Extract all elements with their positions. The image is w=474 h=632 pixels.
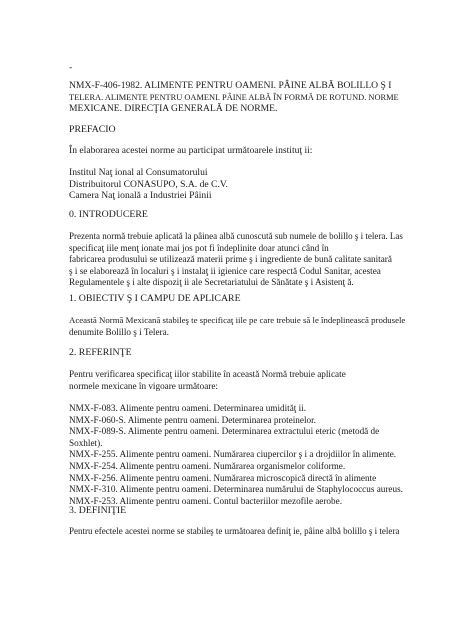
preface-intro: În elaborarea acestei norme au participat următoarele instituţ ii: — [69, 145, 313, 156]
paragraph-line: specificaţ iile menţ ionate mai jos pot fi îndeplinite doar atunci când în — [69, 242, 329, 253]
paragraph-line: Regulamentele ş i alte dispoziţ ii ale Secretariatului de Sănătate ş i Asistenţ ă. — [69, 277, 354, 288]
institution-list — [69, 167, 405, 202]
title-line: TELERA. ALIMENTE PENTRU OAMENI. PÂINE ALBĂ ÎN FORMĂ DE ROTUND. NORME — [69, 92, 399, 102]
reference-item: Soxhlet). — [69, 437, 103, 448]
section-1-body — [69, 315, 405, 338]
reference-item: NMX-F-256. Alimente pentru oameni. Numărarea microscopică directă în alimente — [69, 472, 377, 483]
section-3-heading: 3. DEFINIŢIE — [69, 505, 127, 516]
paragraph-line: fabricarea produsului se utilizează materii prime ş i ingrediente de bună calitate sanitară — [69, 254, 392, 265]
paragraph-line: Pentru verificarea specificaţ iilor stabilite în această Normă trebuie aplicate — [69, 369, 346, 379]
title-line: MEXICANE. DIRECŢIA GENERALĂ DE NORME. — [69, 103, 278, 115]
page-mark: - — [69, 62, 73, 73]
reference-item: NMX-F-255. Alimente pentru oameni. Numărarea ciupercilor ş i a drojdiilor în alimente. — [69, 449, 397, 460]
paragraph-line: Pentru efectele acestei norme se stabileş te următoarea definiţ ie, pâine albă bolillo ş i telera — [69, 526, 400, 536]
section-3-body — [69, 526, 405, 538]
section-1-heading: 1. OBIECTIV Ş I CAMPU DE APLICARE — [69, 293, 241, 304]
institution-item: Camera Naţ ională a Industriei Pâinii — [69, 190, 212, 202]
institution-item: Institul Naţ ional al Consumatorului — [69, 167, 208, 178]
preface-heading: PREFACIO — [69, 124, 116, 135]
document-title — [69, 80, 405, 115]
section-2-heading: 2. REFERINŢE — [69, 347, 132, 358]
paragraph-line: denumite Bolillo ş i Telera. — [69, 326, 169, 337]
reference-item: NMX-F-083. Alimente pentru oameni. Determinarea umidităţ ii. — [69, 403, 307, 413]
section-0-body — [69, 231, 405, 289]
paragraph-line: normele mexicane în vigoare următoare: — [69, 380, 218, 391]
reference-item: NMX-F-310. Alimente pentru oameni. Determinarea numărului de Staphylococcus aureus. — [69, 484, 403, 495]
section-0-heading: 0. INTRODUCERE — [69, 209, 148, 220]
section-2-intro — [69, 369, 405, 392]
reference-list — [69, 403, 405, 507]
reference-item: NMX-F-253. Alimente pentru oameni. Contul bacteriilor mezofile aerobe. — [69, 495, 342, 506]
institution-item: Distribuitorul CONASUPO, S.A. de C.V. — [69, 178, 228, 190]
paragraph-line: ş i se elaborează în localuri ş i instalaţ ii igienice care respectă Codul Sanitar, acestea — [69, 265, 381, 276]
paragraph-line: Această Normă Mexicană stabileş te specificaţ iile pe care trebuie să le îndeplinească produsele — [69, 315, 406, 325]
title-line: NMX-F-406-1982. ALIMENTE PENTRU OAMENI. PÂINE ALBĂ BOLILLO Ş I — [69, 80, 392, 91]
reference-item: NMX-F-254. Alimente pentru oameni. Numărarea organismelor coliforme. — [69, 460, 346, 471]
reference-item: NMX-F-060-S. Alimente pentru oameni. Determinarea proteinelor. — [69, 414, 316, 425]
reference-item: NMX-F-089-S. Alimente pentru oameni. Determinarea extractului eteric (metodă de — [69, 426, 380, 437]
paragraph-line: Prezenta normă trebuie aplicată la pâinea albă cunoscută sub numele de bolillo ş i telera. Las — [69, 231, 403, 241]
